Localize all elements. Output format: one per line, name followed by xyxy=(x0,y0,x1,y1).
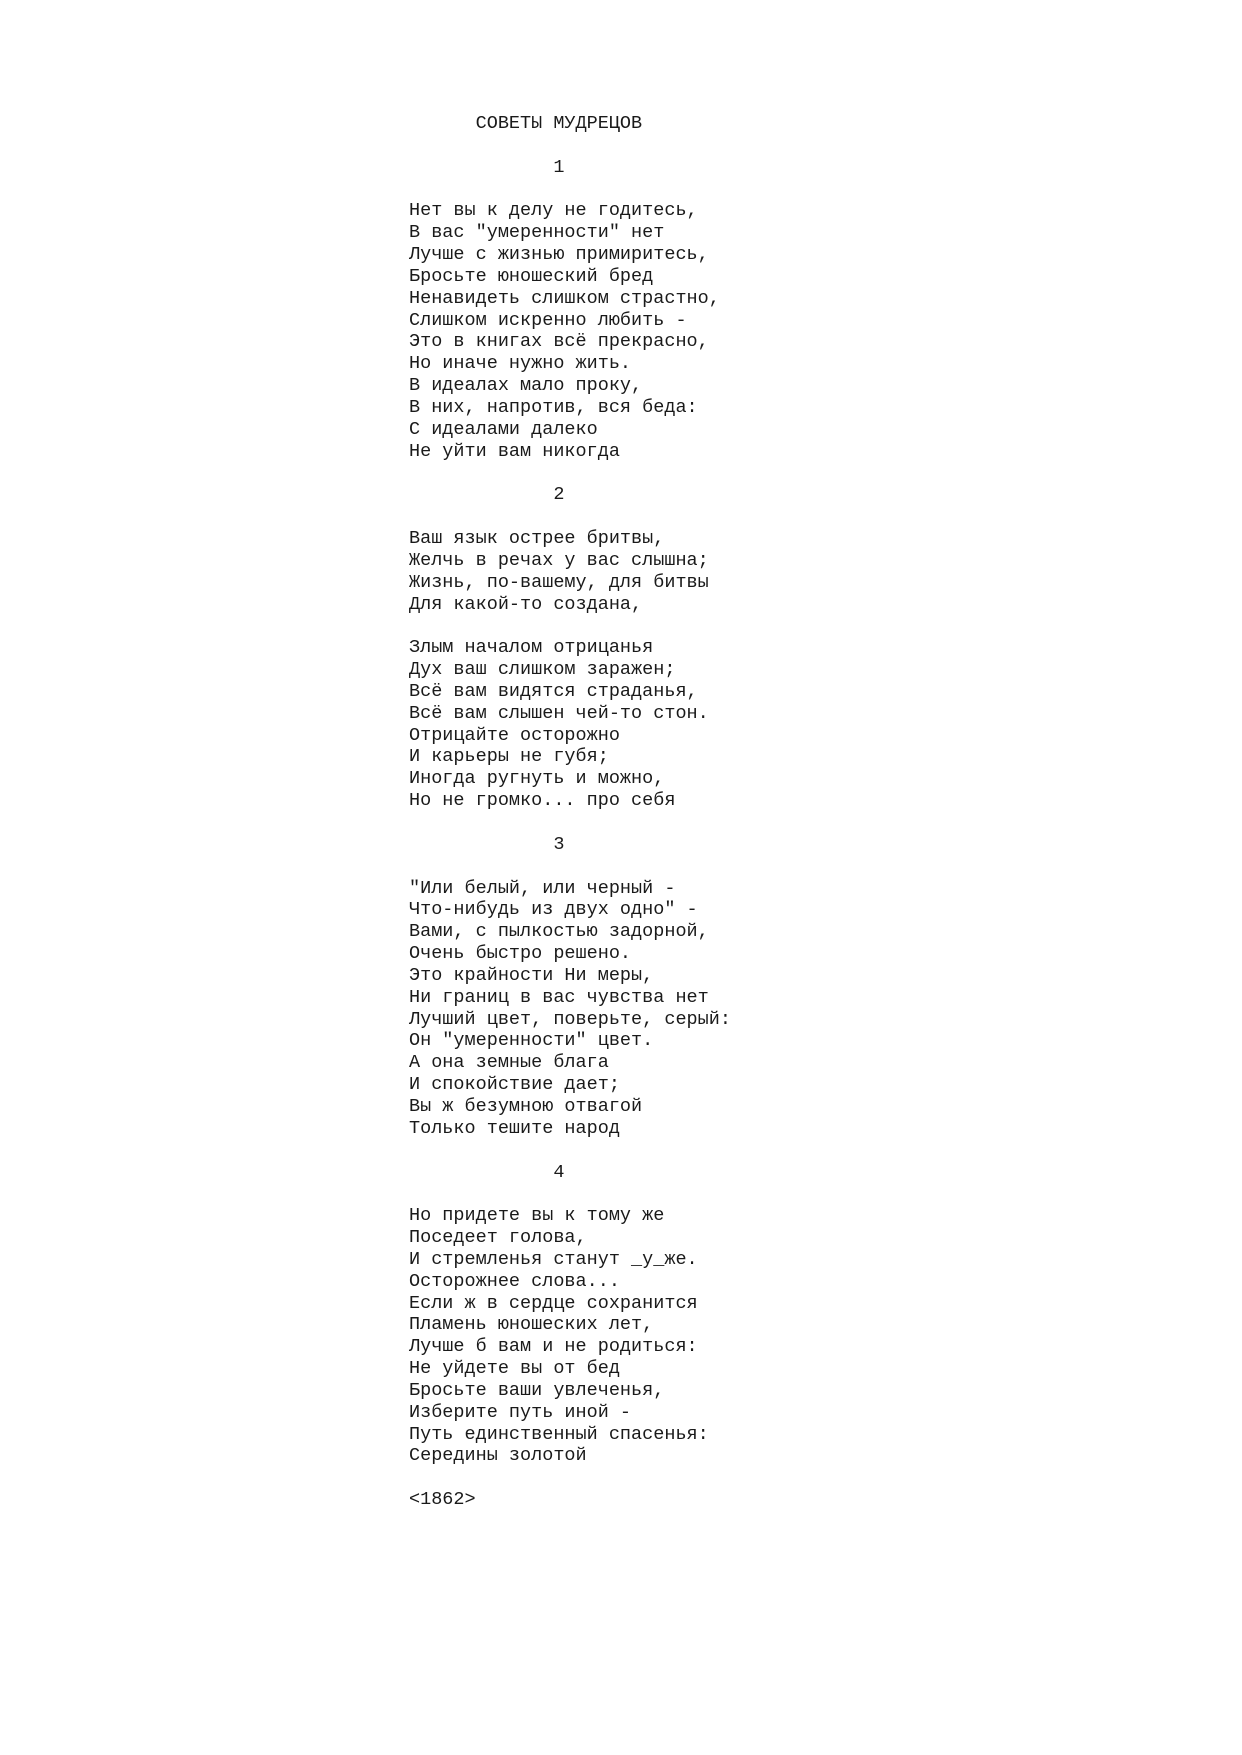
poem-line: Но не громко... про себя xyxy=(409,790,676,812)
poem-line: Это крайности Ни меры, xyxy=(409,964,654,986)
poem-line: Только тешите народ xyxy=(409,1117,620,1139)
poem-line: Лучший цвет, поверьте, серый: xyxy=(409,1008,731,1030)
blank-line xyxy=(409,856,731,878)
poem-line: Очень быстро решено. xyxy=(409,943,632,965)
poem-line: Путь единственный спасенья: xyxy=(409,1423,709,1445)
poem-line: Поседеет голова, xyxy=(409,1227,587,1249)
poem-line: Всё вам слышен чей-то стон. xyxy=(409,702,709,724)
blank-line xyxy=(409,1183,731,1205)
poem-line: Ваш язык острее бритвы, xyxy=(409,528,665,550)
poem-line: Середины золотой xyxy=(409,1445,587,1467)
poem-line: Он "умеренности" цвет. xyxy=(409,1030,654,1052)
blank-line xyxy=(409,463,731,485)
poem-line: 1 xyxy=(409,156,565,178)
poem-line: Если ж в сердце сохранится xyxy=(409,1292,698,1314)
poem-line: Всё вам видятся страданья, xyxy=(409,680,698,702)
poem-line: В них, напротив, вся беда: xyxy=(409,396,698,418)
poem-line: Осторожнее слова... xyxy=(409,1270,620,1292)
poem-line: Ненавидеть слишком страстно, xyxy=(409,287,720,309)
poem-line: 4 xyxy=(409,1161,565,1183)
poem-line: С идеалами далеко xyxy=(409,418,598,440)
poem-line: Но иначе нужно жить. xyxy=(409,353,632,375)
poem-line: "Или белый, или черный - xyxy=(409,877,676,899)
poem-line: И стремленья станут _у_же. xyxy=(409,1248,698,1270)
blank-line xyxy=(409,179,731,201)
blank-line xyxy=(409,506,731,528)
poem-line: Но придете вы к тому же xyxy=(409,1205,665,1227)
poem-line: <1862> xyxy=(409,1489,476,1511)
poem-line: Бросьте ваши увлеченья, xyxy=(409,1379,665,1401)
poem-line: Иногда ругнуть и можно, xyxy=(409,768,665,790)
poem-line: 2 xyxy=(409,484,565,506)
poem-line: Нет вы к делу не годитесь, xyxy=(409,200,698,222)
poem-line: Для какой-то создана, xyxy=(409,593,643,615)
poem-line: Не уйти вам никогда xyxy=(409,440,620,462)
poem-line: А она земные блага xyxy=(409,1052,609,1074)
blank-line xyxy=(409,1140,731,1162)
poem-line: Не уйдете вы от бед xyxy=(409,1358,620,1380)
poem-line: Лучше б вам и не родиться: xyxy=(409,1336,698,1358)
poem-line: Слишком искренно любить - xyxy=(409,309,687,331)
poem-text xyxy=(409,113,731,1511)
poem-line: В идеалах мало проку, xyxy=(409,375,643,397)
poem-line: СОВЕТЫ МУДРЕЦОВ xyxy=(409,113,643,134)
poem-line: Бросьте юношеский бред xyxy=(409,265,654,287)
poem-line: Желчь в речах у вас слышна; xyxy=(409,549,709,571)
poem-line: 3 xyxy=(409,833,565,855)
poem-line: Что-нибудь из двух одно" - xyxy=(409,899,698,921)
poem-line: И спокойствие дает; xyxy=(409,1074,620,1096)
poem-line: Злым началом отрицанья xyxy=(409,637,654,659)
blank-line xyxy=(409,135,731,157)
blank-line xyxy=(409,812,731,834)
poem-line: Вы ж безумною отвагой xyxy=(409,1095,643,1117)
blank-line xyxy=(409,1467,731,1489)
poem-line: Изберите путь иной - xyxy=(409,1401,632,1423)
poem-line: И карьеры не губя; xyxy=(409,746,609,768)
blank-line xyxy=(409,615,731,637)
poem-line: Лучше с жизнью примиритесь, xyxy=(409,244,709,266)
poem-line: Вами, с пылкостью задорной, xyxy=(409,921,709,943)
poem-line: Ни границ в вас чувства нет xyxy=(409,986,709,1008)
poem-line: Это в книгах всё прекрасно, xyxy=(409,331,709,353)
poem-line: Жизнь, по-вашему, для битвы xyxy=(409,571,709,593)
poem-line: Дух ваш слишком заражен; xyxy=(409,659,676,681)
poem-line: Отрицайте осторожно xyxy=(409,724,620,746)
poem-line: Пламень юношеских лет, xyxy=(409,1314,654,1336)
poem-line: В вас "умеренности" нет xyxy=(409,222,665,244)
